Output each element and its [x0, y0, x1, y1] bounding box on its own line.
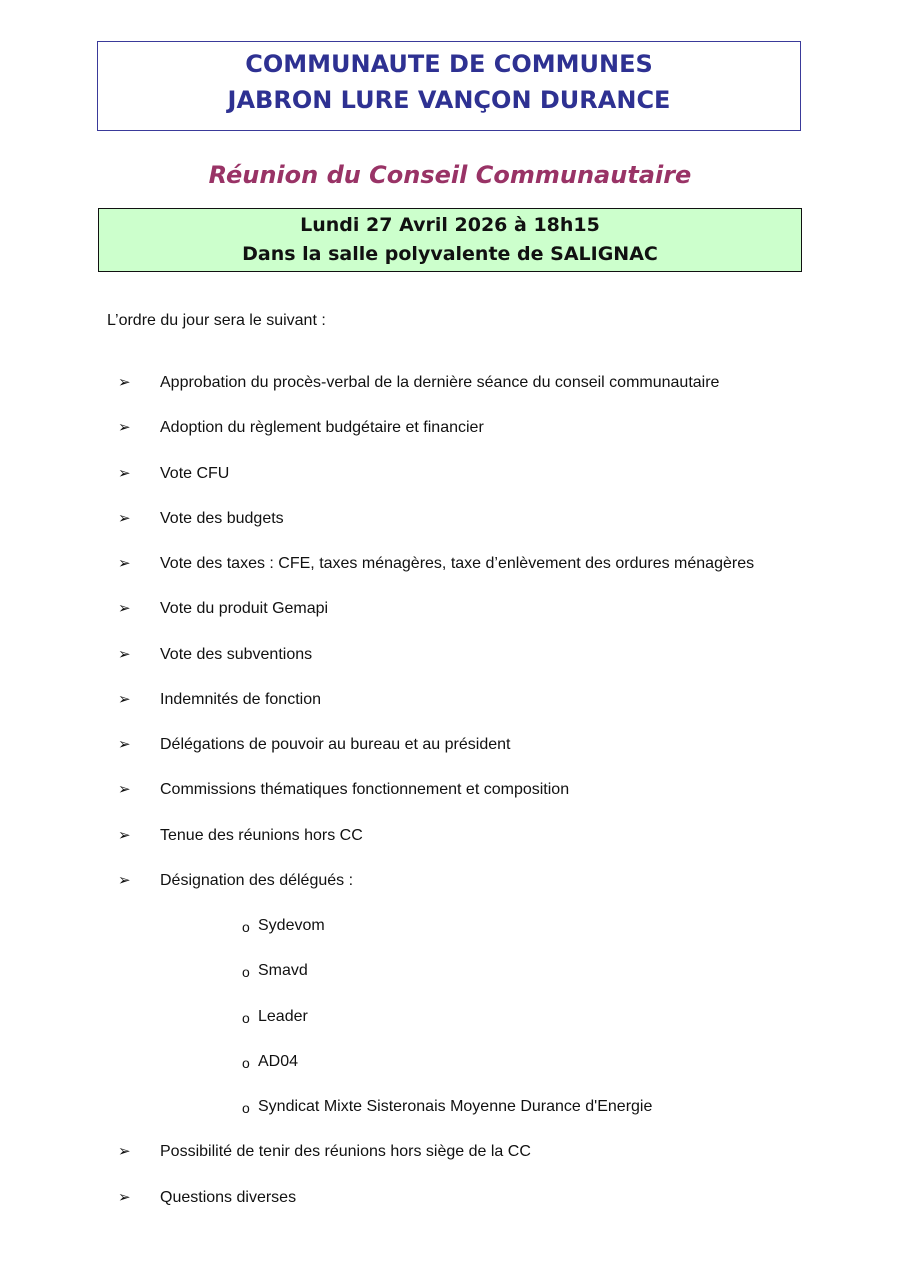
agenda-item: [0, 1141, 900, 1186]
meeting-title: Réunion du Conseil Communautaire: [208, 161, 692, 189]
arrow-bullet-icon: ➢: [118, 374, 131, 391]
agenda-item: [0, 734, 900, 779]
arrow-bullet-icon: ➢: [118, 464, 131, 482]
meeting-place: Dans la salle polyvalente de SALIGNAC: [242, 243, 658, 265]
agenda-item: [0, 779, 900, 824]
agenda-item-text: Commissions thématiques fonctionnement et composition: [160, 781, 570, 799]
agenda-item: [0, 553, 900, 598]
arrow-bullet-icon: ➢: [118, 509, 131, 527]
arrow-bullet-icon: ➢: [118, 690, 131, 708]
meeting-date: Lundi 27 Avril 2026 à 18h15: [300, 214, 600, 236]
circle-bullet-icon: o: [242, 1054, 250, 1071]
agenda-item: [0, 870, 900, 915]
agenda-item-text: Adoption du règlement budgétaire et financier: [160, 419, 484, 437]
header-line-2: JABRON LURE VANÇON DURANCE: [227, 86, 671, 114]
agenda-item-text: Désignation des délégués :: [160, 871, 354, 889]
arrow-bullet-icon: ➢: [118, 826, 131, 844]
delegate-sub-item-text: AD04: [258, 1052, 299, 1070]
circle-bullet-icon: o: [242, 1009, 250, 1026]
header-line-1: COMMUNAUTE DE COMMUNES: [245, 50, 653, 78]
delegate-sub-item: [0, 915, 900, 960]
arrow-bullet-icon: ➢: [118, 1143, 131, 1161]
agenda-item-text: Vote CFU: [160, 464, 230, 482]
meeting-info-box: [98, 208, 802, 272]
delegate-sub-item: [0, 1096, 900, 1141]
agenda-item-text: Délégations de pouvoir au bureau et au président: [160, 736, 511, 753]
agenda-item-text: Vote du produit Gemapi: [160, 600, 329, 618]
agenda-item: [0, 825, 900, 870]
circle-bullet-icon: o: [242, 1100, 250, 1116]
arrow-bullet-icon: ➢: [118, 736, 131, 753]
arrow-bullet-icon: ➢: [118, 871, 131, 889]
arrow-bullet-icon: ➢: [118, 600, 131, 618]
circle-bullet-icon: o: [242, 964, 250, 981]
agenda-item: [0, 372, 900, 417]
agenda-item-text: Questions diverses: [160, 1188, 297, 1206]
agenda-item: [0, 689, 900, 734]
arrow-bullet-icon: ➢: [118, 1188, 131, 1206]
header-box: [97, 41, 801, 131]
agenda-item-text: Vote des budgets: [160, 509, 284, 527]
arrow-bullet-icon: ➢: [118, 555, 131, 572]
agenda-intro: L’ordre du jour sera le suivant :: [107, 312, 326, 329]
agenda-item: [0, 508, 900, 553]
arrow-bullet-icon: ➢: [118, 781, 131, 799]
arrow-bullet-icon: ➢: [118, 645, 131, 663]
delegate-sub-item-text: Sydevom: [258, 917, 325, 934]
delegate-sub-item-text: Leader: [258, 1007, 308, 1025]
agenda-item-text: Indemnités de fonction: [160, 690, 321, 708]
delegate-sub-item: [0, 1051, 900, 1096]
agenda-item: [0, 1187, 900, 1232]
delegate-sub-item-text: Smavd: [258, 962, 308, 980]
arrow-bullet-icon: ➢: [118, 419, 131, 437]
circle-bullet-icon: o: [242, 919, 250, 935]
delegate-sub-item: [0, 960, 900, 1005]
agenda-item-text: Possibilité de tenir des réunions hors siège de la CC: [160, 1143, 531, 1161]
agenda-item-text: Tenue des réunions hors CC: [160, 826, 363, 844]
agenda-item-text: Approbation du procès-verbal de la dernière séance du conseil communautaire: [160, 374, 720, 391]
agenda-list: [0, 372, 900, 1232]
agenda-item: [0, 463, 900, 508]
agenda-item: [0, 417, 900, 462]
delegate-sub-item-text: Syndicat Mixte Sisteronais Moyenne Durance d'Energie: [258, 1098, 653, 1115]
agenda-item: [0, 644, 900, 689]
agenda-item-text: Vote des taxes : CFE, taxes ménagères, taxe d’enlèvement des ordures ménagères: [160, 555, 755, 572]
agenda-item-text: Vote des subventions: [160, 645, 313, 663]
agenda-item: [0, 598, 900, 643]
delegate-sub-item: [0, 1006, 900, 1051]
